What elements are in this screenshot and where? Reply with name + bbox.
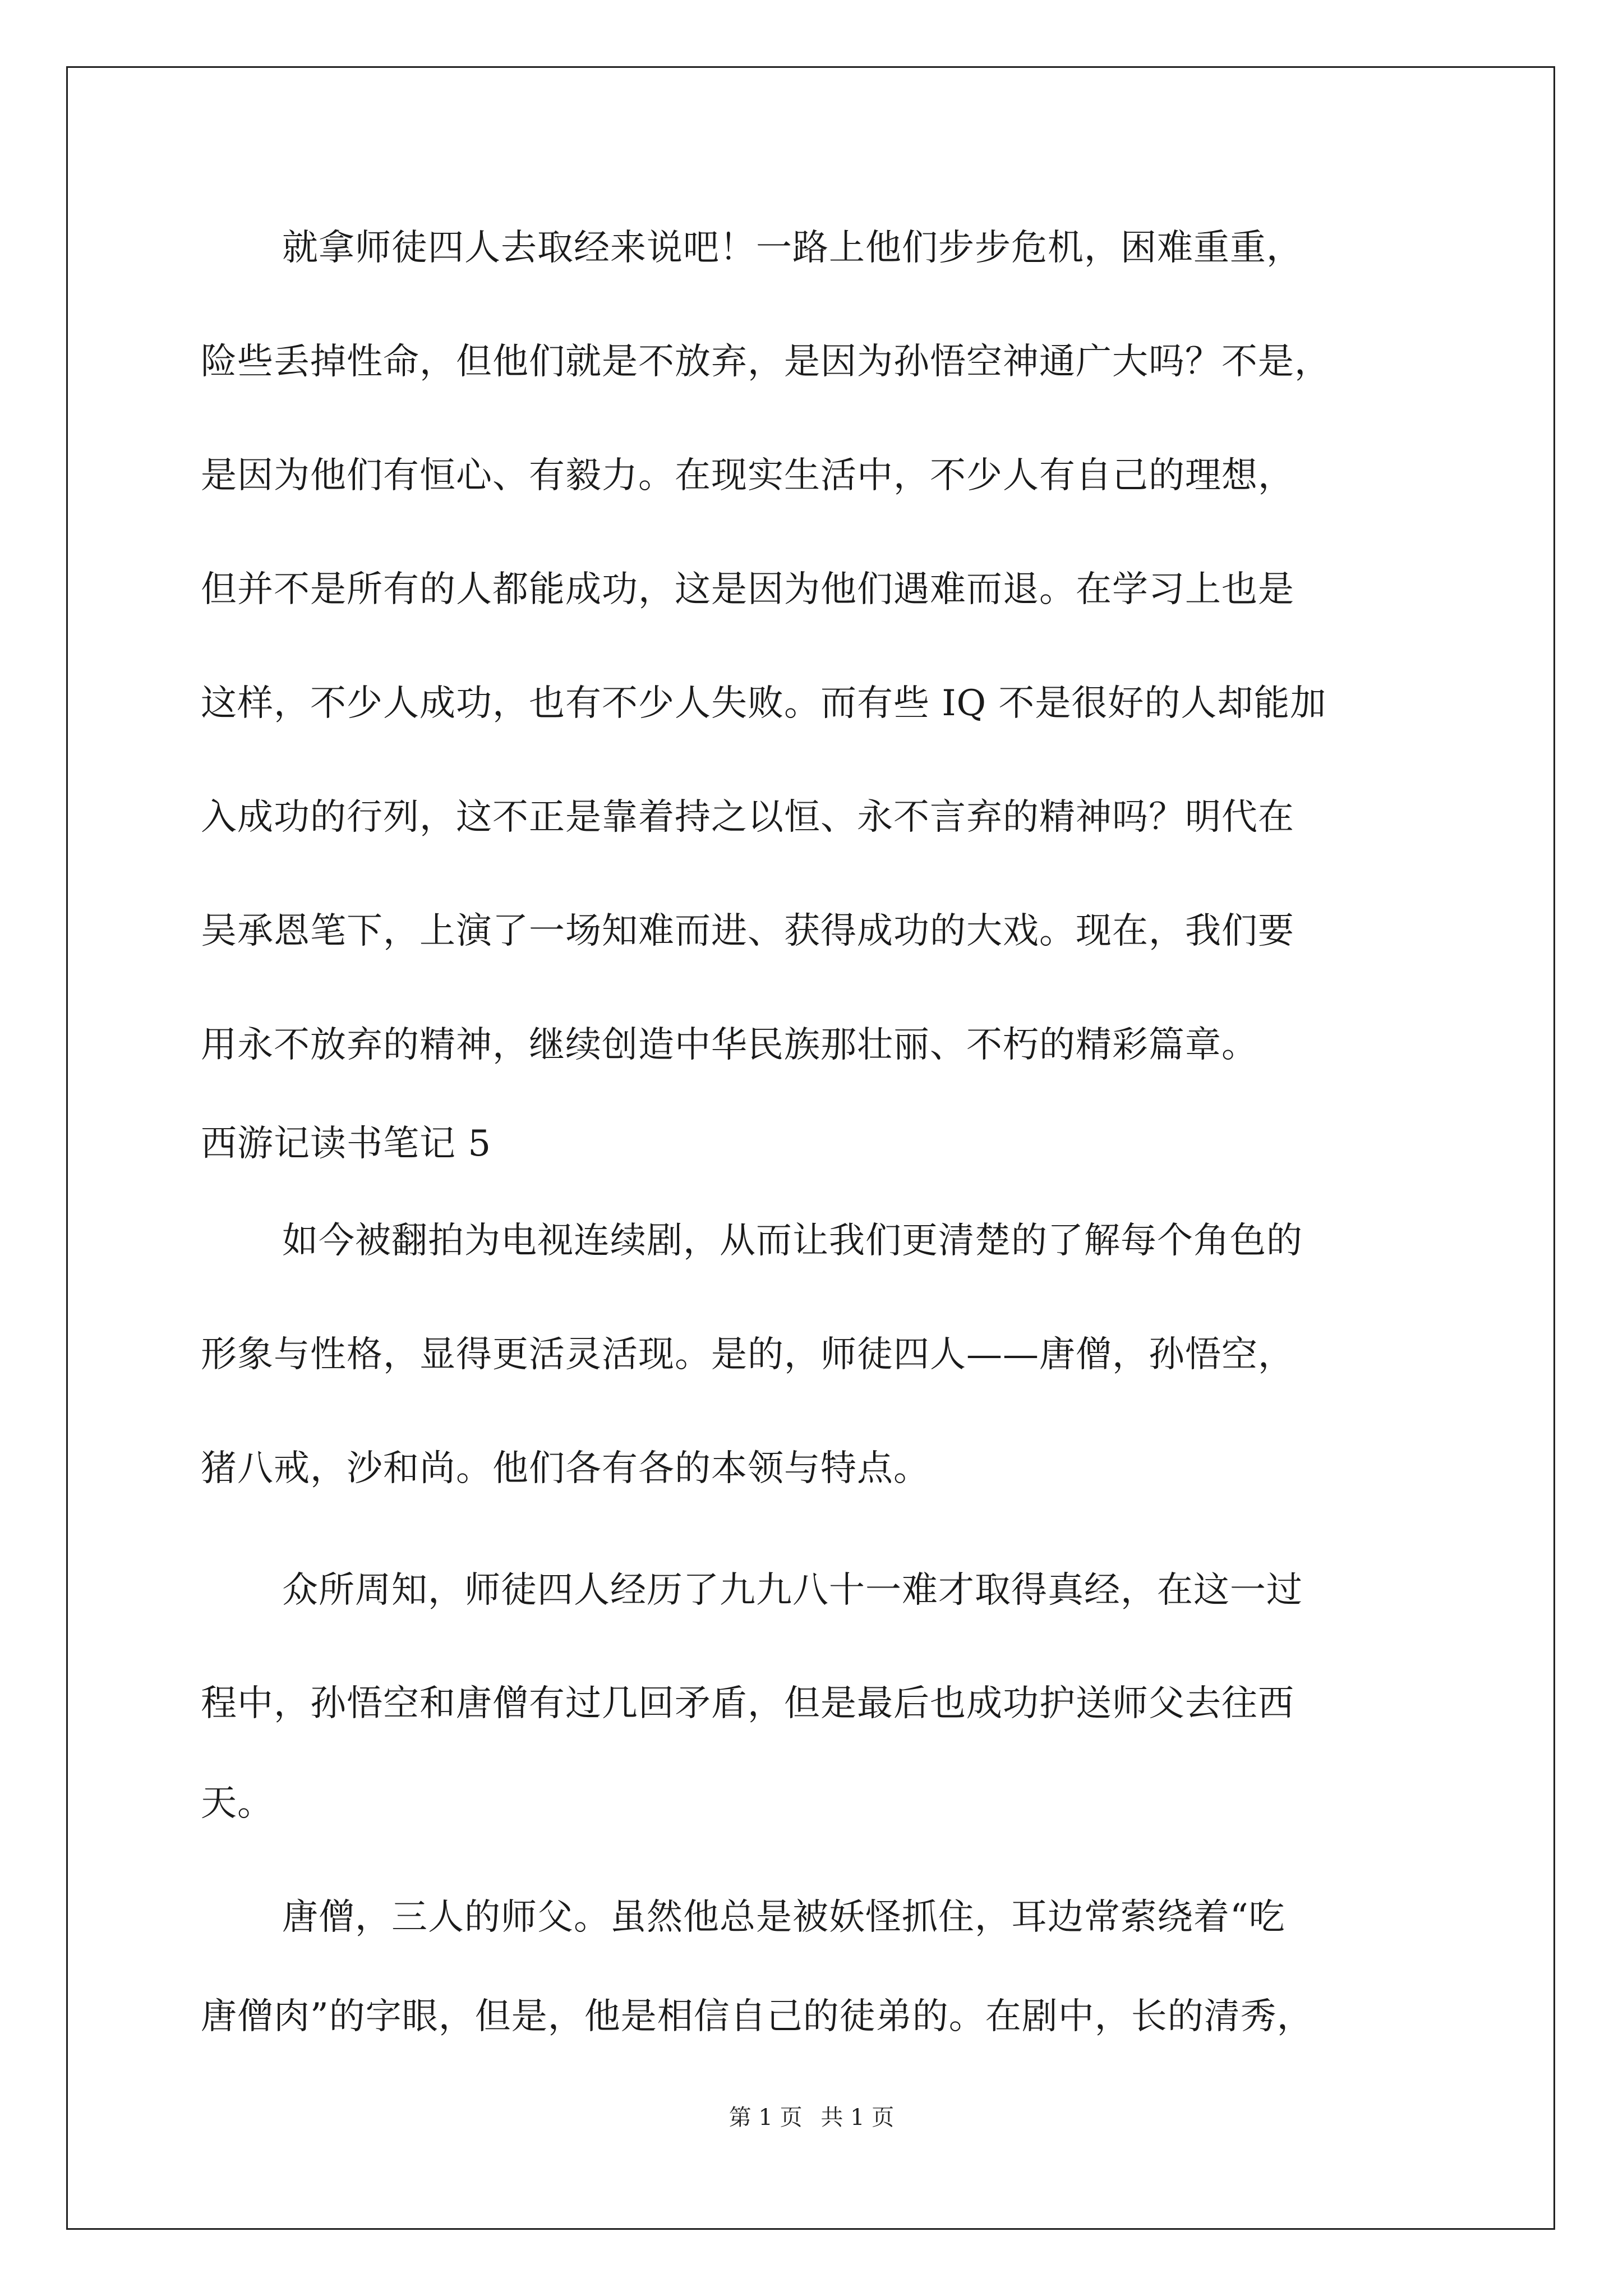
paragraph-2-line-1: 如今被翻拍为电视连续剧，从而让我们更清楚的了解每个角色的 xyxy=(282,1220,1303,1262)
paragraph-3-line-3: 天。 xyxy=(201,1783,274,1824)
paragraph-2-line-3: 猪八戒，沙和尚。他们各有各的本领与特点。 xyxy=(201,1448,930,1489)
section-heading: 西游记读书笔记 5 xyxy=(201,1123,492,1165)
paragraph-3-line-1: 众所周知，师徒四人经历了九九八十一难才取得真经，在这一过 xyxy=(282,1570,1303,1611)
paragraph-3-line-2: 程中，孙悟空和唐僧有过几回矛盾，但是最后也成功护送师父去往西 xyxy=(201,1683,1294,1724)
paragraph-1-line-4: 但并不是所有的人都能成功，这是因为他们遇难而退。在学习上也是 xyxy=(201,569,1294,610)
paragraph-4-line-1: 唐僧，三人的师父。虽然他总是被妖怪抓住，耳边常萦绕着“吃 xyxy=(282,1897,1285,1938)
paragraph-4-line-2: 唐僧肉”的字眼，但是，他是相信自己的徒弟的。在剧中，长的清秀， xyxy=(201,1996,1313,2037)
page-number-label: 第 1 页 xyxy=(728,2105,803,2131)
paragraph-2-line-2: 形象与性格，显得更活灵活现。是的，师徒四人——唐僧，孙悟空， xyxy=(201,1334,1294,1375)
paragraph-1-line-1: 就拿师徒四人去取经来说吧！一路上他们步步危机，困难重重， xyxy=(282,227,1303,269)
paragraph-1-line-7: 吴承恩笔下，上演了一场知难而进、获得成功的大戏。现在，我们要 xyxy=(201,910,1294,952)
paragraph-1-line-6: 入成功的行列，这不正是靠着持之以恒、永不言弃的精神吗？明代在 xyxy=(201,797,1294,838)
page-footer xyxy=(0,2106,1623,2129)
paragraph-1-line-3: 是因为他们有恒心、有毅力。在现实生活中，不少人有自己的理想， xyxy=(201,455,1294,496)
page-total-label: 共 1 页 xyxy=(820,2105,895,2131)
paragraph-1-line-5: 这样，不少人成功，也有不少人失败。而有些 IQ 不是很好的人却能加 xyxy=(201,683,1327,724)
paragraph-1-line-8: 用永不放弃的精神，继续创造中华民族那壮丽、不朽的精彩篇章。 xyxy=(201,1024,1258,1066)
paragraph-1-line-2: 险些丢掉性命，但他们就是不放弃，是因为孙悟空神通广大吗？不是， xyxy=(201,341,1331,383)
